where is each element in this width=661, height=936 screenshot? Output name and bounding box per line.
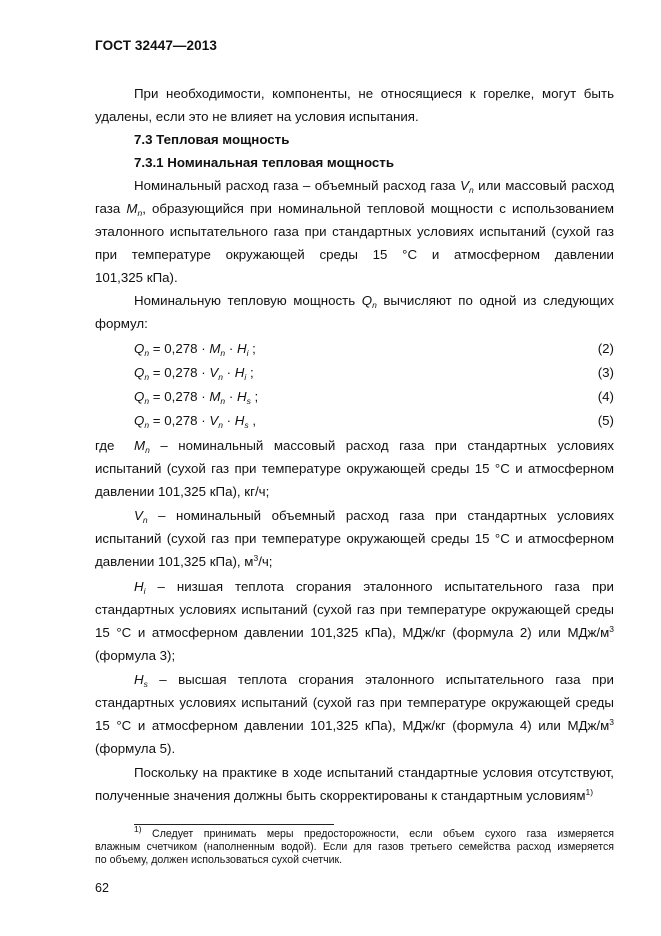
definition-line: стандартных условиях испытаний (сухой газ при температуре окружающей среды: [95, 602, 614, 617]
definition-line: испытаний (сухой газ при температуре окружающей среды 15 °С и атмосферном: [95, 531, 614, 546]
paragraph-line: 101,325 кПа).: [95, 270, 178, 285]
paragraph-line: Поскольку на практике в ходе испытаний стандартные условия отсутствуют,: [134, 765, 614, 780]
formula-number: (4): [597, 389, 614, 404]
paragraph-line: удалены, если это не влияет на условия испытания.: [95, 109, 419, 124]
definition-line: 15 °С и атмосферном давлении 101,325 кПа), МДж/кг (формула 2) или МДж/$м^3$: [95, 624, 614, 640]
definition-line: $V_n$ – номинальный объемный расход газа при стандартных условиях: [134, 508, 614, 525]
formula-number: (2): [597, 341, 614, 356]
paragraph-line: Номинальный расход газа – объемный расход газа $V_n$ или массовый расход: [134, 178, 614, 195]
definition-line: стандартных условиях испытаний (сухой газ при температуре окружающей среды: [95, 695, 614, 710]
paragraph-line: Номинальную тепловую мощность $Q_n$ вычисляют по одной из следующих: [134, 293, 614, 310]
footnote-divider: [134, 824, 334, 825]
formula-5: $Q_n = 0,278 \cdot V_n \cdot H_s$ ,: [134, 413, 257, 430]
paragraph-line: при температуре окружающей среды 15 °С и атмосферном давлении: [95, 247, 614, 262]
formula-4: $Q_n = 0,278 \cdot M_n \cdot H_s$ ;: [134, 389, 259, 406]
definition-line: $H_s$ – высшая теплота сгорания эталонного испытательного газа при: [134, 672, 614, 689]
paragraph-line: формул:: [95, 316, 148, 331]
page-number: 62: [95, 881, 109, 895]
definition-line: давлении 101,325 кПа), $м^3/ч$;: [95, 553, 273, 569]
definition-line: (формула 5).: [95, 741, 176, 756]
where-label: где: [95, 438, 115, 453]
paragraph-line: газа $M_n$, образующийся при номинальной тепловой мощности с использованием: [95, 201, 614, 218]
subsection-heading: 7.3.1 Номинальная тепловая мощность: [134, 155, 394, 170]
paragraph-line: эталонного испытательного газа при стандартных условиях испытаний (сухой газ: [95, 224, 614, 239]
footnote-line: по объему, должен использоваться сухой счетчик.: [95, 854, 343, 866]
paragraph-line: полученные значения должны быть скорректированы к стандартным условиям$^{1)}$: [95, 787, 594, 803]
definition-line: давлении 101,325 кПа), кг/ч;: [95, 484, 270, 499]
formula-2: $Q_n = 0,278 \cdot M_n \cdot H_i$ ;: [134, 341, 256, 358]
formula-number: (5): [597, 413, 614, 428]
definition-line: (формула 3);: [95, 648, 176, 663]
definition-line: $M_n$ – номинальный массовый расход газа при стандартных условиях: [134, 438, 614, 455]
formula-number: (3): [597, 365, 614, 380]
paragraph-line: При необходимости, компоненты, не относящиеся к горелке, могут быть: [134, 86, 614, 101]
footnote-line: $^{1)}$ Следует принимать меры предосторожности, если объем сухого газа измеряется: [134, 824, 614, 840]
document-header: ГОСТ 32447—2013: [95, 38, 217, 53]
definition-line: испытаний (сухой газ при температуре окружающей среды 15 °С и атмосферном: [95, 461, 614, 476]
definition-line: $H_i$ – низшая теплота сгорания эталонного испытательного газа при: [134, 579, 614, 596]
definition-line: 15 °С и атмосферном давлении 101,325 кПа), МДж/кг (формула 4) или МДж/$м^3$: [95, 717, 614, 733]
section-heading: 7.3 Тепловая мощность: [134, 132, 290, 147]
formula-3: $Q_n = 0,278 \cdot V_n \cdot H_i$ ;: [134, 365, 254, 382]
footnote-line: влажным счетчиком (наполненным водой). Если для газов третьего семейства расход измеряется: [95, 841, 614, 853]
